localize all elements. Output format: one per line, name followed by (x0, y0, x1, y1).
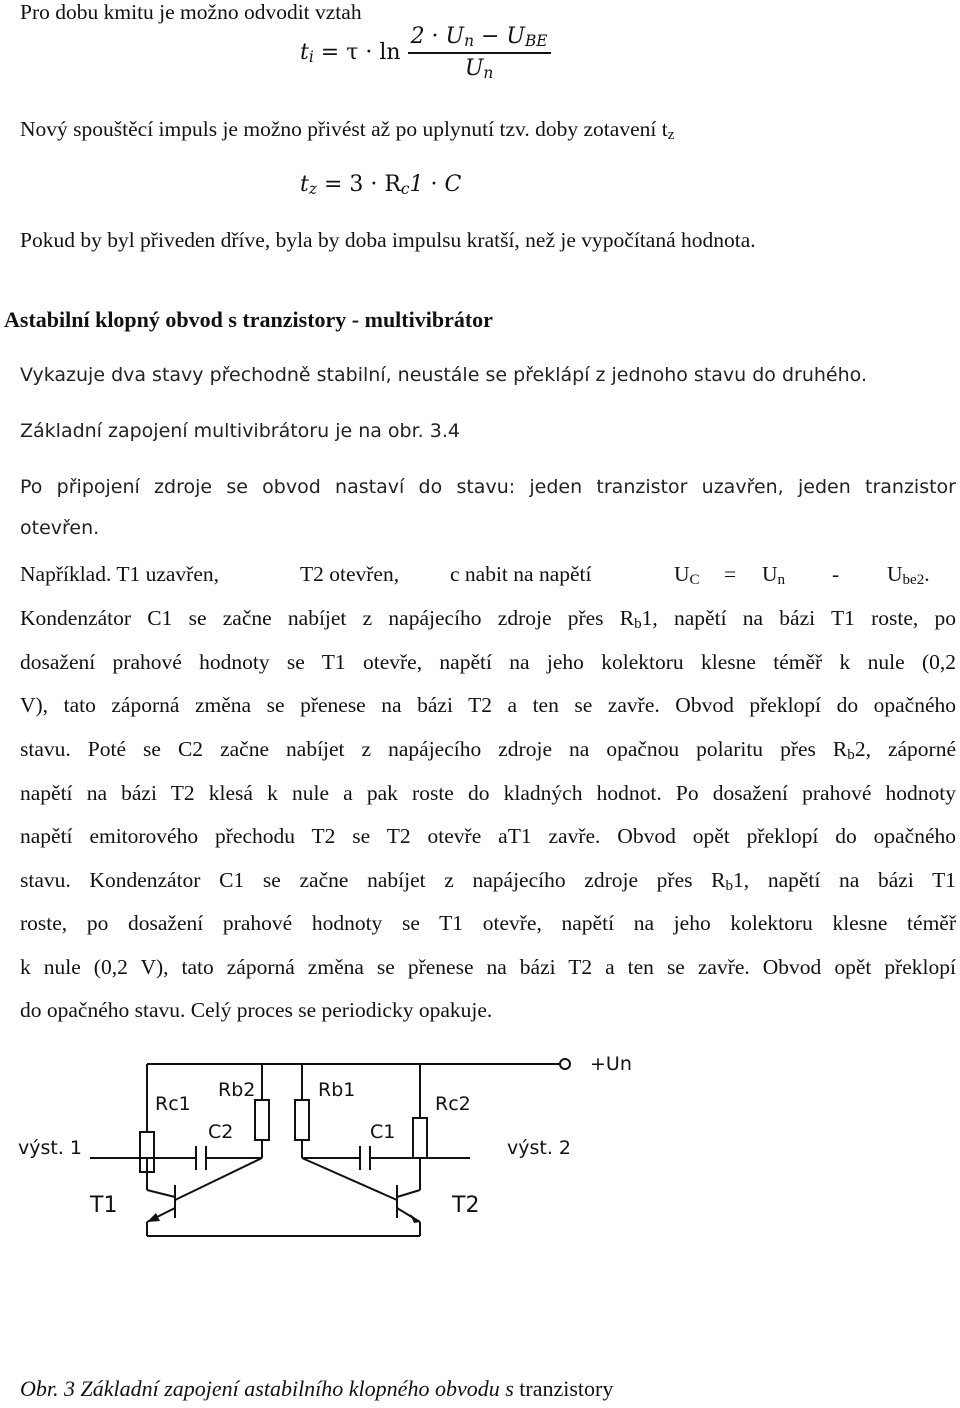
paragraph-3-line-1: Po připojení zdroje se obvod nastaví do stavu: jeden tranzistor uzavřen, jeden tranzistor (20, 476, 956, 498)
body-line: roste, po dosažení prahové hodnoty se T1 otevře, napětí na jeho kolektoru klesne téměř (20, 911, 956, 935)
formula-tz: $t_z = 3 \cdot R_c1 \cdot C$ (300, 172, 462, 198)
recovery-line: Nový spouštěcí impuls je možno přivést až po uplynutí tzv. doby zotavení $t_z$ (20, 117, 675, 143)
rc1-label: Rc1 (155, 1093, 191, 1115)
multivibrator-circuit-diagram (0, 1040, 960, 1340)
out1-label: výst. 1 (18, 1137, 83, 1159)
intro-line: Pro dobu kmitu je možno odvodit vztah (20, 0, 362, 24)
example-t2: T2 otevřen, (300, 562, 400, 586)
section-heading: Astabilní klopný obvod s tranzistory - multivibrátor (4, 307, 493, 332)
paragraph-2: Základní zapojení multivibrátoru je na obr. 3.4 (20, 420, 460, 442)
t2-label: T2 (452, 1193, 480, 1218)
body-last-line: do opačného stavu. Celý proces se periodicky opakuje. (20, 998, 493, 1022)
figure-caption: Obr. 3 Základní zapojení astabilního klopného obvodu s tranzistory (20, 1376, 614, 1401)
example-un: $U_n$ (762, 562, 786, 588)
example-line: Například. T1 uzavřen, (20, 562, 220, 586)
paragraph-3-line-2: otevřen. (20, 517, 100, 539)
example-eq: = (724, 562, 737, 586)
body-line: Kondenzátor C1 se začne nabíjet z napájecího zdroje přes $R_b1$, napětí na bázi T1 roste, po (20, 606, 956, 632)
t1-label: T1 (90, 1193, 118, 1218)
body-line: k nule (0,2 V), tato záporná změna se přenese na bázi T2 a ten se zavře. Obvod opět překlopí (20, 955, 956, 979)
rb2-label: Rb2 (218, 1079, 256, 1101)
supply-label: +Un (590, 1053, 632, 1075)
rb1-label: Rb1 (318, 1079, 356, 1101)
example-c: c nabit na napětí (450, 562, 592, 586)
formula-ti: $t_i = \tau \cdot \ln$ $\frac{2 \cdot U_n - U_{BE}}{U_n}$ (300, 24, 551, 82)
c2-label: C2 (208, 1121, 234, 1143)
out2-label: výst. 2 (507, 1137, 572, 1159)
paragraph-1: Vykazuje dva stavy přechodně stabilní, neustále se překlápí z jednoho stavu do druhého. (20, 364, 867, 386)
body-line: V), tato záporná změna se přenese na bázi T2 a ten se zavře. Obvod překlopí do opačného (20, 693, 956, 717)
rc2-label: Rc2 (435, 1093, 471, 1115)
body-line: napětí na bázi T2 klesá k nule a pak roste do kladných hodnot. Po dosažení prahové hodnoty (20, 781, 956, 805)
body-line: dosažení prahové hodnoty se T1 otevře, napětí na jeho kolektoru klesne téměř k nule (0,2 (20, 650, 956, 674)
example-ube: $U_{be2}$. (887, 562, 930, 588)
c1-label: C1 (370, 1121, 396, 1143)
early-line: Pokud by byl přiveden dříve, byla by doba impulsu kratší, než je vypočítaná hodnota. (20, 228, 756, 252)
example-uc: $U_C$ (674, 562, 700, 588)
body-line: stavu. Kondenzátor C1 se začne nabíjet z napájecího zdroje přes $R_b1$, napětí na bázi T1 (20, 868, 956, 894)
body-line: stavu. Poté se C2 začne nabíjet z napájecího zdroje na opačnou polaritu přes $R_b2$, záporné (20, 737, 956, 763)
example-minus: - (832, 562, 840, 586)
body-line: napětí emitorového přechodu T2 se T2 otevře aT1 zavře. Obvod opět překlopí do opačného (20, 824, 956, 848)
